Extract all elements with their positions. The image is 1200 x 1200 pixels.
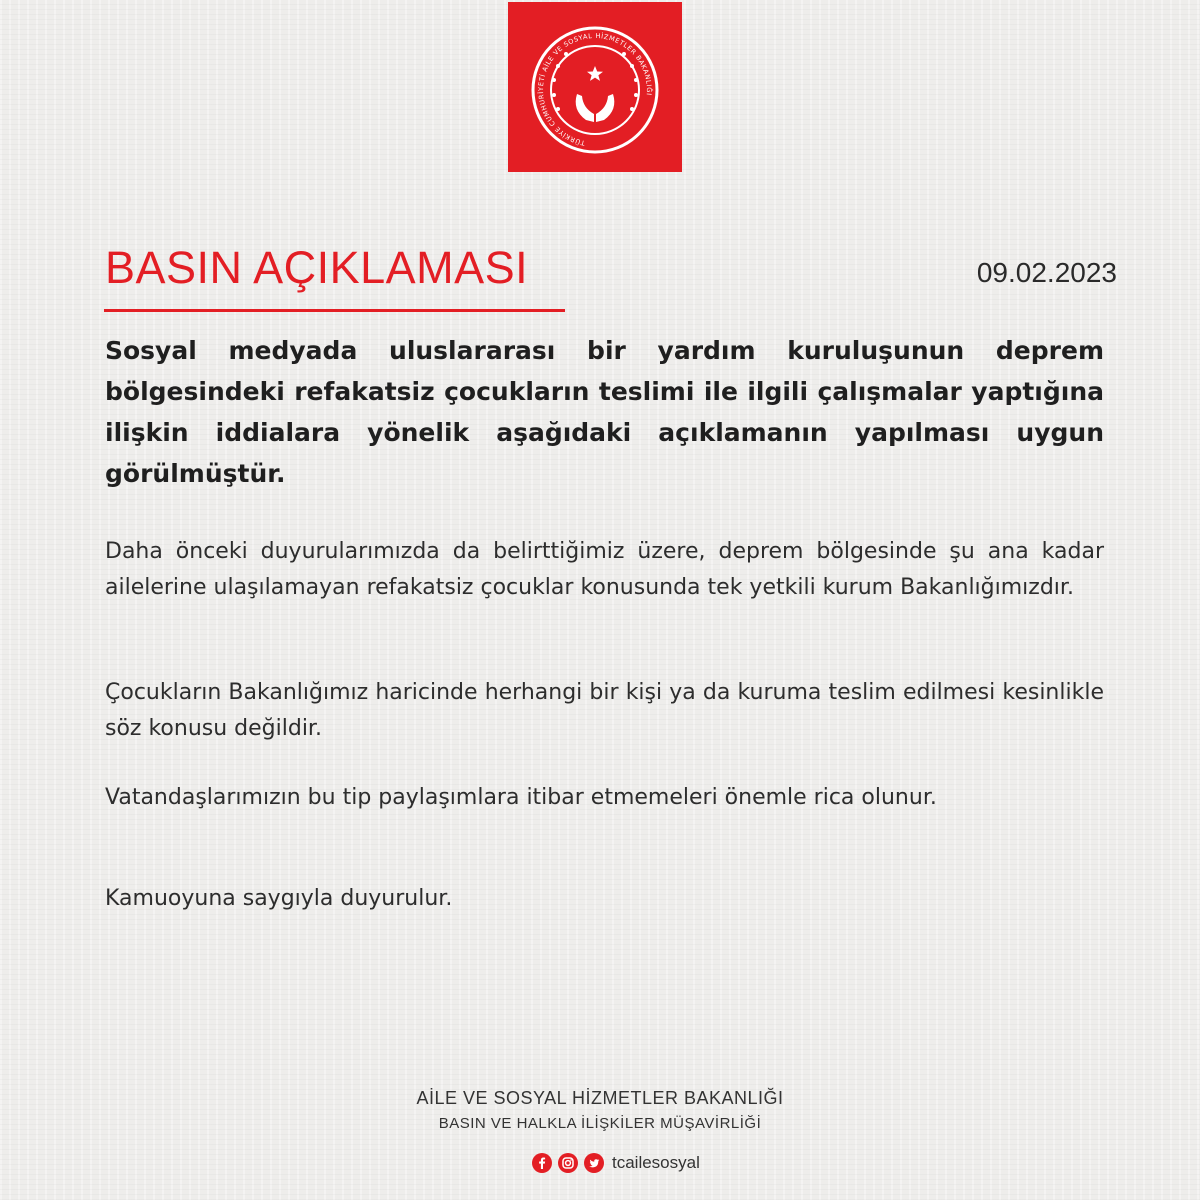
footer-department: BASIN VE HALKLA İLİŞKİLER MÜŞAVİRLİĞİ: [438, 1115, 762, 1132]
svg-text:TÜRKİYE CUMHURİYETİ AİLE VE SO: TÜRKİYE CUMHURİYETİ AİLE VE SOSYAL HİZMETLER BAKANLIĞI: [536, 31, 654, 147]
body-paragraph: Çocukların Bakanlığımız haricinde herhangi bir kişi ya da kuruma teslim edilmesi kesinlikle söz konusu değildir.: [105, 680, 1104, 741]
footer-organization: AİLE VE SOSYAL HİZMETLER BAKANLIĞI: [416, 1088, 784, 1108]
instagram-icon[interactable]: [558, 1153, 578, 1173]
body-paragraph: Daha önceki duyurularımızda da belirttiğimiz üzere, deprem bölgesinde şu ana kadar ailelerine ulaşılamayan refakatsiz çocuklar konusunda tek yetkili kurum Bakanlığımızdır.: [105, 539, 1104, 600]
ministry-logo: [508, 2, 682, 172]
facebook-icon[interactable]: [532, 1153, 552, 1173]
lead-statement: Sosyal medyada uluslararası bir yardım kuruluşunun deprem bölgesindeki refakatsiz çocukların teslimi ile ilgili çalışmalar yaptığına ilişkin iddialara yönelik aşağıdaki açıklamanın yapılması uygun görülmüştür.: [105, 336, 1104, 488]
footer: [300, 1086, 900, 1134]
release-date: 09.02.2023: [976, 257, 1117, 288]
twitter-icon[interactable]: [584, 1153, 604, 1173]
title-underline: [104, 309, 565, 312]
social-links: [532, 1151, 700, 1175]
body-paragraph: Vatandaşlarımızın bu tip paylaşımlara itibar etmemeleri önemle rica olunur.: [105, 785, 937, 810]
social-handle[interactable]: tcailesosyal: [612, 1153, 700, 1172]
closing-paragraph: Kamuoyuna saygıyla duyurulur.: [105, 886, 453, 911]
page-title: BASIN AÇIKLAMASI: [105, 242, 529, 293]
ministry-seal-icon: [508, 2, 682, 172]
